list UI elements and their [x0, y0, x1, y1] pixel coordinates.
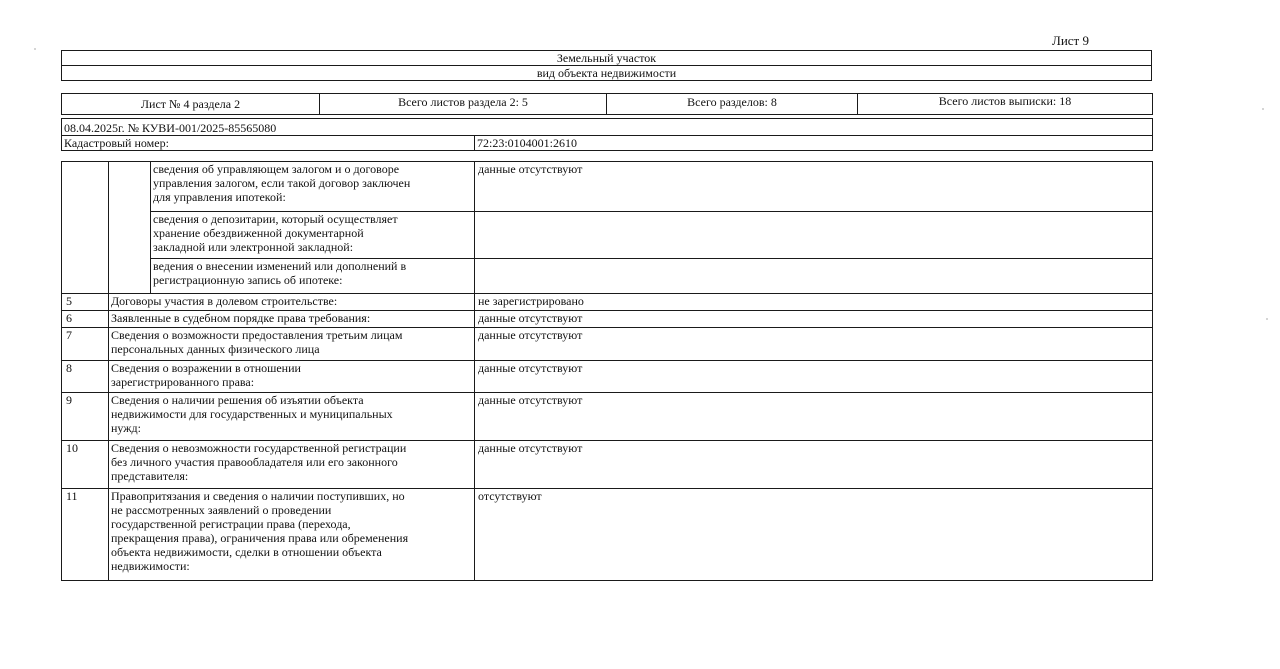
cadastral-number: 72:23:0104001:2610: [475, 136, 1153, 151]
table-row: [62, 311, 1153, 328]
row-number: 7: [62, 328, 109, 361]
sheet-number: Лист 9: [1052, 33, 1089, 48]
table-row: [62, 328, 1153, 361]
table-row: [62, 294, 1153, 311]
scan-noise-dot: [1262, 108, 1264, 110]
row-label: Договоры участия в долевом строительстве:: [109, 294, 475, 311]
scan-noise-dot: [34, 48, 36, 50]
total-sheets-section: Всего листов раздела 2: 5: [320, 94, 607, 115]
row-label: Сведения о наличии решения об изъятии объекта недвижимости для государственных и муниципальных нужд:: [109, 393, 475, 441]
subrow-value: [475, 259, 1153, 294]
subrow-value: [475, 212, 1153, 259]
row-label: Правопритязания и сведения о наличии поступивших, но не рассмотренных заявлений о проведении государственной регистрации права (перехода, прекращения права), ограничения права или обременения объекта недвижимости, сделки в отношении объекта недвижимости:: [109, 489, 475, 581]
sheet-of-section: Лист № 4 раздела 2: [62, 94, 320, 115]
scan-noise-dot: [1266, 318, 1268, 320]
extract-date-number: 08.04.2025г. № КУВИ-001/2025-85565080: [62, 119, 1153, 136]
row-value: данные отсутствуют: [475, 393, 1153, 441]
row-number: 9: [62, 393, 109, 441]
table-row: [62, 361, 1153, 393]
cadastral-label: Кадастровый номер:: [62, 136, 475, 151]
row-number: 11: [62, 489, 109, 581]
object-kind-caption: вид объекта недвижимости: [62, 66, 1152, 81]
subrow-number-blank: [62, 162, 109, 294]
cadastral-row: [62, 136, 1153, 151]
subrow-value: данные отсутствуют: [475, 162, 1153, 212]
object-type: Земельный участок: [62, 51, 1152, 66]
row-label: Сведения о возражении в отношении зарегистрированного права:: [109, 361, 475, 393]
records-table: [61, 161, 1153, 581]
row-number: 8: [62, 361, 109, 393]
row-label: Сведения о невозможности государственной регистрации без личного участия правообладателя или его законного представителя:: [109, 441, 475, 489]
subrow-depository: [62, 212, 1153, 259]
date-number-row: [62, 119, 1153, 136]
sheet-info-row: [62, 94, 1153, 115]
table-row: [62, 393, 1153, 441]
table-row: [62, 489, 1153, 581]
subrow-pledge-manager: [62, 162, 1153, 212]
subrow-label: ведения о внесении изменений или дополнений в регистрационную запись об ипотеке:: [151, 259, 475, 294]
identification-table: [61, 118, 1153, 151]
subrow-indent-blank: [109, 162, 151, 294]
sheet-info-table: [61, 93, 1153, 115]
row-value: данные отсутствуют: [475, 441, 1153, 489]
row-label: Заявленные в судебном порядке права требования:: [109, 311, 475, 328]
row-number: 10: [62, 441, 109, 489]
subrow-label: сведения об управляющем залогом и о договоре управления залогом, если такой договор заключен для управления ипотекой:: [151, 162, 475, 212]
table-row: [62, 441, 1153, 489]
row-value: отсутствуют: [475, 489, 1153, 581]
row-number: 5: [62, 294, 109, 311]
row-value: данные отсутствуют: [475, 361, 1153, 393]
row-value: не зарегистрировано: [475, 294, 1153, 311]
total-sheets-extract: Всего листов выписки: 18: [858, 94, 1153, 115]
row-number: 6: [62, 311, 109, 328]
subrow-mortgage-changes: [62, 259, 1153, 294]
object-kind-row: [62, 66, 1152, 81]
object-header-table: [61, 50, 1152, 81]
row-value: данные отсутствуют: [475, 328, 1153, 361]
subrow-label: сведения о депозитарии, который осуществляет хранение обездвиженной документарной закладной или электронной закладной:: [151, 212, 475, 259]
total-sections: Всего разделов: 8: [607, 94, 858, 115]
row-value: данные отсутствуют: [475, 311, 1153, 328]
object-type-row: [62, 51, 1152, 66]
row-label: Сведения о возможности предоставления третьим лицам персональных данных физического лица: [109, 328, 475, 361]
